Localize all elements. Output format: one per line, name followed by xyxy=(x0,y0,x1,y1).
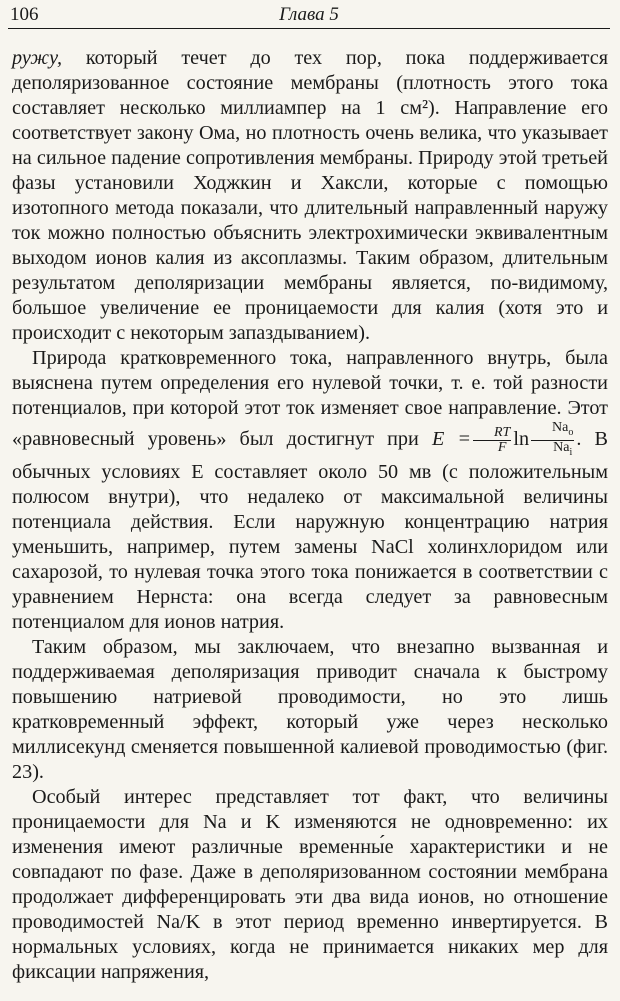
formula-fraction-na xyxy=(531,421,574,460)
formula-frac2-den-subscript: i xyxy=(569,446,573,458)
formula-frac1-numerator: RT xyxy=(473,426,511,441)
paragraph-3: Таким образом, мы заключаем, что внезапно вызванная и поддерживаемая деполяризация приводит сначала к быстрому повышению натриевой проводимости, но это лишь кратковременный эффект, который уже через несколько миллисекунд сменяется повышенной калиевой проводимостью (фиг. 23). xyxy=(12,635,608,783)
page-number: 106 xyxy=(10,4,39,25)
paragraph-1-continuation-word: ружу, xyxy=(12,47,63,69)
formula-lhs: E = xyxy=(431,427,471,450)
formula-frac2-num-subscript: o xyxy=(568,426,574,438)
nernst-formula xyxy=(431,420,576,458)
formula-fraction-rt-f xyxy=(473,426,511,455)
body-text xyxy=(12,46,608,985)
page-header xyxy=(8,4,610,29)
paragraph-4: Особый интерес представляет тот факт, что величины проницаемости для Na и K изменяются не одновременно: их изменения имеют различные временны́е характеристики и не совпадают по фазе. Даже в деполяризованном состоянии мембрана продолжает дифференцировать эти два вида ионов, но отношение проводимостей Na/K в этот период временно инвертируется. В нормальных условиях, когда не принимается никаких мер для фиксации напряжения, xyxy=(12,785,608,983)
formula-ln: ln xyxy=(513,427,530,450)
paragraph-2-text-before: Природа кратковременного тока, направленного внутрь, была выяснена путем определения его нулевой точки, т. е. той разности потенциалов, при которой этот ток изменяет свое направление. Этот «равновесный уровень» был достигнут при xyxy=(12,347,608,450)
paragraph-2-text-after: . В обычных условиях E составляет около 50 мв (с положительным полюсом внутри), что недалеко от максимальной величины потенциала действия. Если наружную концентрацию натрия уменьшить, например, путем замены NaCl холинхлоридом или сахарозой, то нулевая точка этого тока понижается в соответствии с уравнением Нернста: она всегда следует за равновесным потенциалом для ионов натрия. xyxy=(12,427,608,633)
formula-frac2-num-symbol: Na xyxy=(552,420,569,435)
paragraph-2 xyxy=(12,346,608,635)
paragraph-1-text: который течет до тех пор, пока поддерживается деполяризованное состояние мембраны (плотность этого тока составляет несколько миллиампер на 1 см²). Направление его соответствует закону Ома, но плотность очень велика, что указывает на сильное падение сопротивления мембраны. Природу этой третьей фазы установили Ходжкин и Хаксли, которые с помощью изотопного метода показали, что длительный направленный наружу ток можно полностью объяснить электрохимически эквивалентным выходом ионов калия из аксоплазмы. Таким образом, длительным результатом деполяризации мембраны является, по-видимому, большое увеличение ее проницаемости для калия (хотя это и происходит с некоторым запаздыванием). xyxy=(12,47,608,344)
formula-frac2-den-symbol: Na xyxy=(553,439,570,455)
formula-frac1-denominator: F xyxy=(497,439,507,455)
chapter-title: Глава 5 xyxy=(279,4,339,25)
formula-frac2-numerator xyxy=(531,421,574,441)
formula-frac2-denominator xyxy=(531,441,574,460)
paragraph-1 xyxy=(12,46,608,346)
